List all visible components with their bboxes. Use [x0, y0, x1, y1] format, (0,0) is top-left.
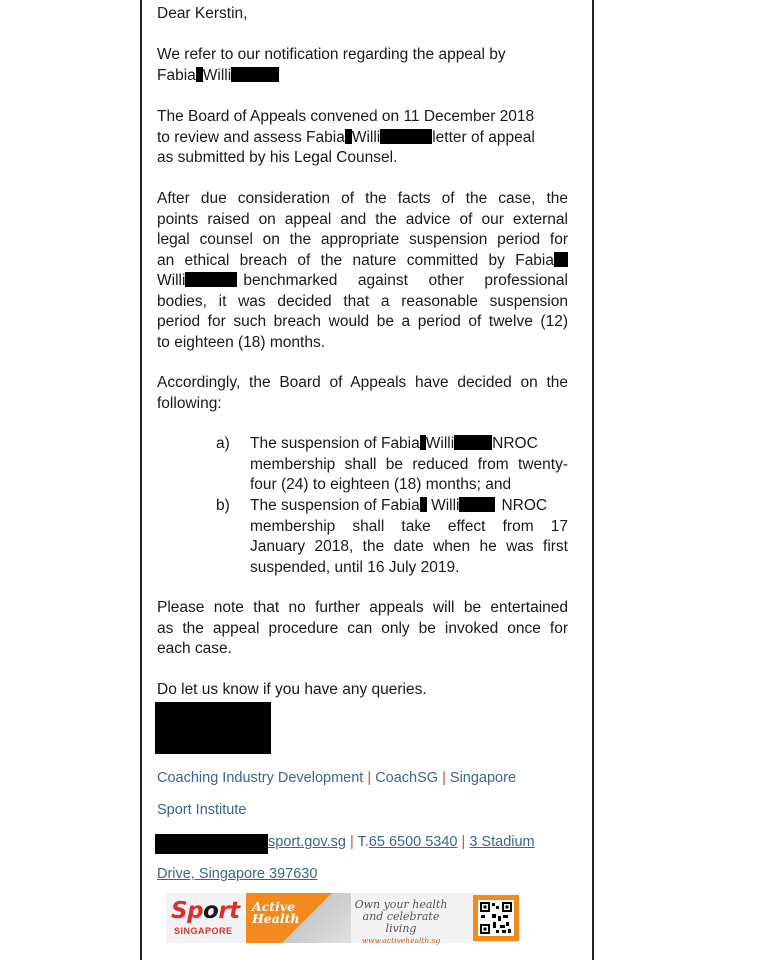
- paragraph-5: Please note that no further appeals will be entertained as the appeal procedure can only be invoked once for each case.: [157, 599, 568, 657]
- redaction: [554, 252, 568, 267]
- paragraph-6: Do let us know if you have any queries.: [157, 681, 427, 698]
- redaction: [231, 67, 279, 82]
- active-health-banner[interactable]: Sport SINGAPORE Active Health Own your health and celebrate living www.activehealth.sg: [166, 893, 520, 943]
- email-link[interactable]: sport.gov.sg: [268, 834, 346, 850]
- email-redaction: [155, 834, 268, 854]
- active-health-logo: Active Health: [246, 893, 351, 943]
- redaction: [345, 129, 352, 144]
- list-item: a) The suspension of Fabia Willi NROC membership shall be reduced from twenty- four (24) to eighteen (18) months; and: [216, 435, 568, 493]
- address-link-b[interactable]: Drive, Singapore 397630: [157, 866, 318, 882]
- left-border-line: [140, 0, 142, 960]
- redaction: [459, 497, 495, 512]
- paragraph-3: After due consideration of the facts of the case, the points raised on appeal and the advice of our external legal counsel on the appropriate suspension period for an ethical breach of the nature committed by Fabia Willi benchmarked against other professional bodies, it was decided that a reasonable suspension period for such breach would be a period of twelve (12) to eighteen (18) months.: [157, 190, 568, 351]
- redaction: [380, 129, 432, 144]
- redaction: [420, 497, 427, 512]
- paragraph-1: We refer to our notification regarding the appeal by Fabia Willi: [157, 46, 506, 84]
- footer-address: [157, 866, 317, 882]
- list-item: b) The suspension of Fabia Willi NROC membership shall take effect from 17 January 2018, the date when he was first suspended, until 16 July 2019.: [216, 497, 568, 576]
- greeting: Dear Kerstin,: [157, 5, 248, 22]
- footer-contact: sport.gov.sg | T.65 6500 5340 | 3 Stadium: [268, 834, 535, 850]
- paragraph-2: The Board of Appeals convened on 11 December 2018 to review and assess Fabia Willi letter of appeal as submitted by his Legal Counsel.: [157, 108, 535, 166]
- right-border-line: [592, 0, 594, 960]
- address-link-a[interactable]: 3 Stadium: [469, 834, 535, 850]
- banner-tagline: Own your health and celebrate living www.activehealth.sg: [354, 898, 448, 945]
- redaction: [196, 67, 203, 82]
- footer-line-1: Coaching Industry Development | CoachSG | Singapore: [157, 770, 517, 786]
- phone-link[interactable]: 65 6500 5340: [368, 834, 458, 850]
- redaction: [185, 272, 237, 287]
- footer-line-2: Sport Institute: [157, 802, 247, 818]
- signature-redaction: [155, 702, 271, 754]
- redaction: [454, 435, 492, 450]
- sport-singapore-logo: Sport: [171, 898, 240, 924]
- qr-code-icon: [473, 895, 519, 941]
- paragraph-4: Accordingly, the Board of Appeals have decided on the following:: [157, 374, 568, 412]
